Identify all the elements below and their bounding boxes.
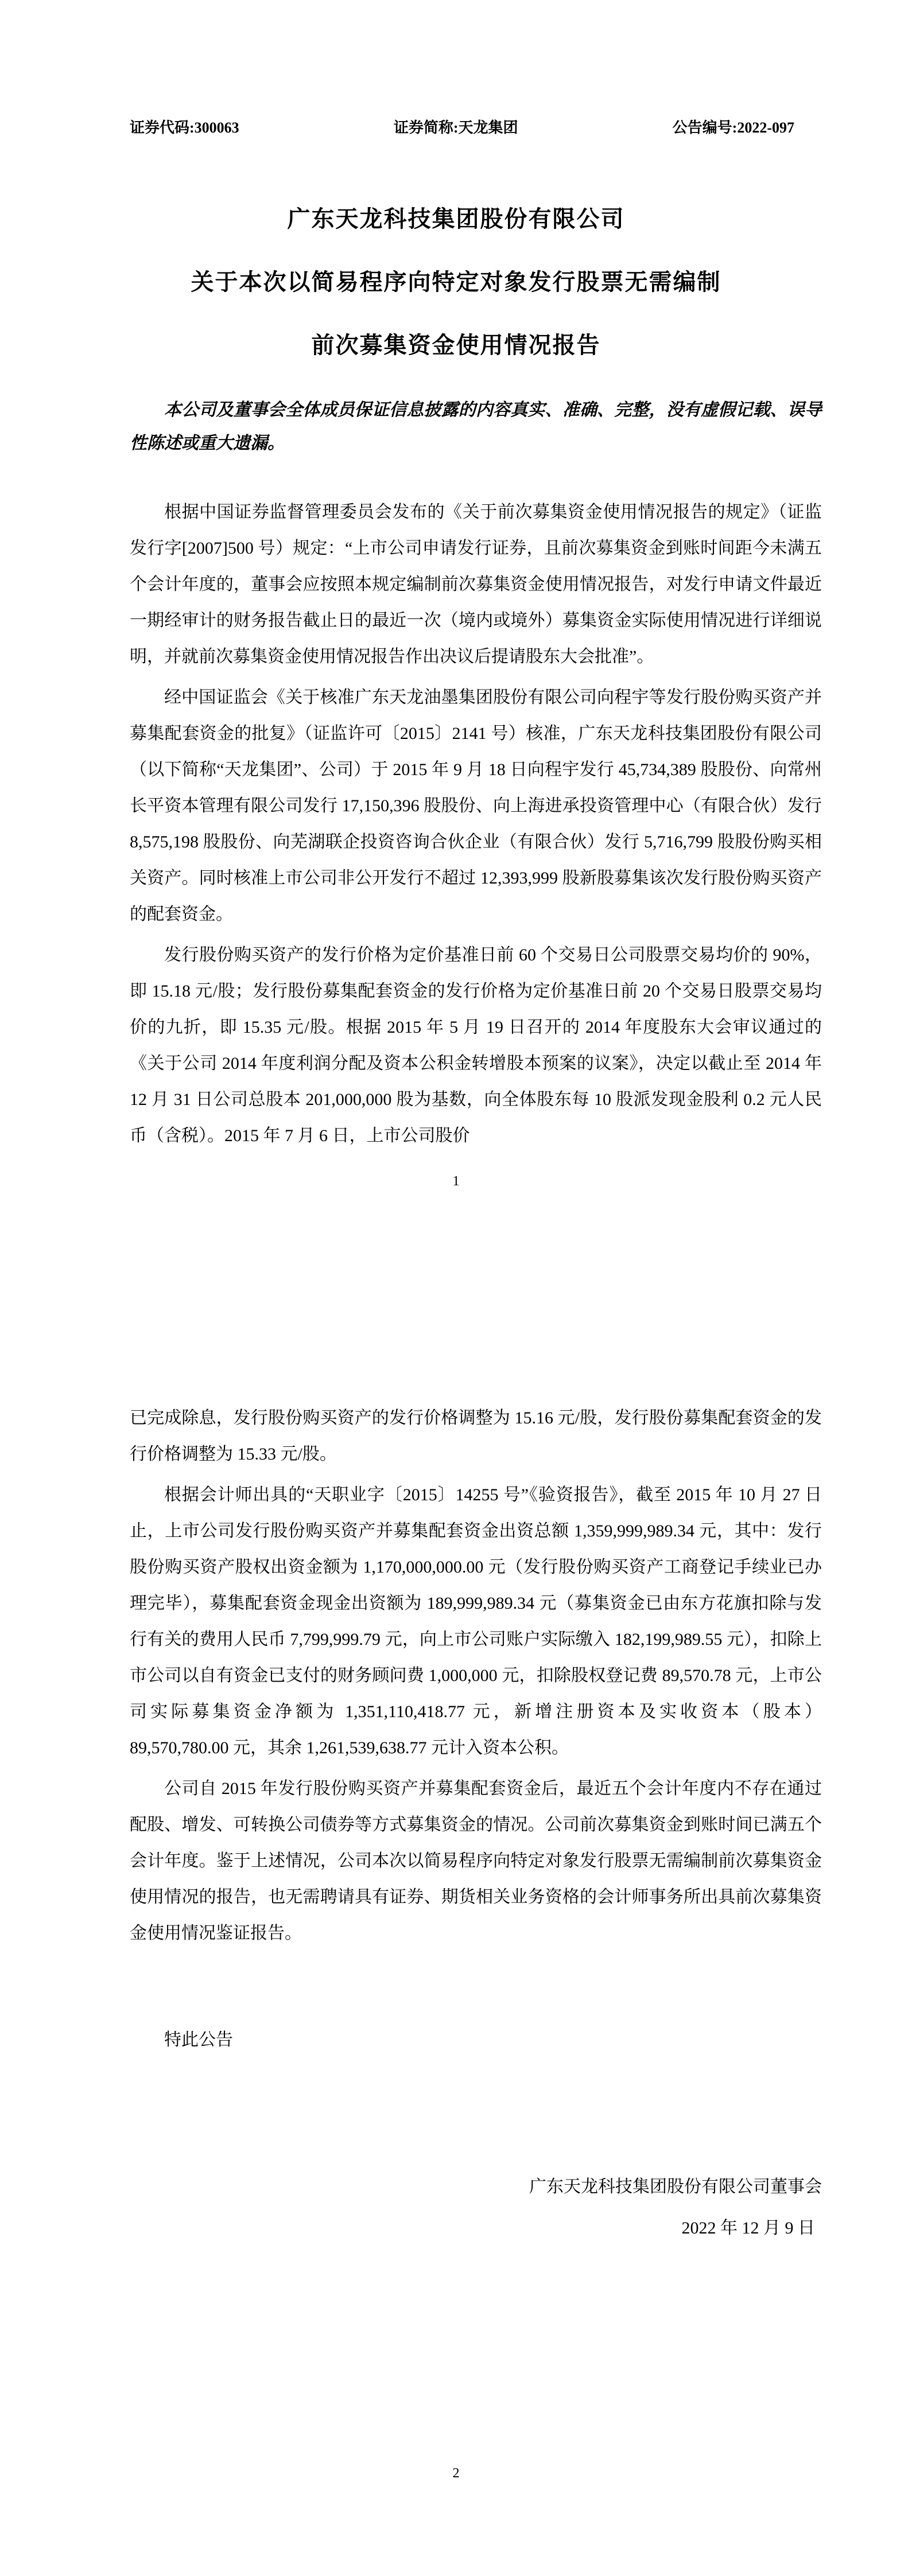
page-number-1: 1 [452,1174,460,1189]
document-title-line1: 关于本次以简易程序向特定对象发行股票无需编制 [191,270,721,295]
signature-board: 广东天龙科技集团股份有限公司董事会 [529,2177,822,2196]
stock-name: 证券简称:天龙集团 [393,119,518,136]
paragraph-continuation: 已完成除息，发行股份购买资产的发行价格调整为 15.16 元/股，发行股份募集配套资金的发行价格调整为 15.33 元/股。 [130,1408,822,1464]
page-number-2: 2 [452,2466,460,2481]
company-title: 广东天龙科技集团股份有限公司 [287,207,625,232]
paragraph: 公司自 2015 年发行股份购买资产并募集配套资金后，最近五个会计年度内不存在通过配股、增发、可转换公司债券等方式募集资金的情况。公司前次募集资金到账时间已满五个会计年度。鉴于上述情况，公司本次以简易程序向特定对象发行股票无需编制前次募集资金使用情况的报告，也无需聘请具有证券、期货相关业务资格的会计师事务所出具前次募集资金使用情况鉴证报告。 [130,1779,822,1943]
document-title-line2: 前次募集资金使用情况报告 [311,333,601,358]
page1-body [130,494,822,1154]
closing-statement: 特此公告 [164,2030,233,2049]
stock-code: 证券代码:300063 [130,119,239,136]
document-header [130,116,794,137]
board-truthfulness-notice: 本公司及董事会全体成员保证信息披露的内容真实、准确、完整，没有虚假记载、误导性陈述或重大遗漏。 [130,400,822,453]
signature-date: 2022 年 12 月 9 日 [681,2219,815,2238]
paragraph: 根据中国证券监督管理委员会发布的《关于前次募集资金使用情况报告的规定》（证监发行字[2007]500 号）规定：“上市公司申请发行证券，且前次募集资金到账时间距今未满五个会计年度的，董事会应按照本规定编制前次募集资金使用情况报告，对发行申请文件最近一期经审计的财务报告截止日的最近一次（境内或境外）募集资金实际使用情况进行详细说明，并就前次募集资金使用情况报告作出决议后提请股东大会批准”。 [130,503,822,666]
paragraph: 发行股份购买资产的发行价格为定价基准日前 60 个交易日公司股票交易均价的 90%，即 15.18 元/股；发行股份募集配套资金的发行价格为定价基准日前 20 个交易日股票交易均价的九折，即 15.35 元/股。根据 2015 年 5 月 19 日召开的 2014 年度股东大会审议通过的《关于公司 2014 年度利润分配及资本公积金转增股本预案的议案》，决定以截止至 2014 年 12 月 31 日公司总股本 201,000,000 股为基数，向全体股东每 10 股派发现金股利 0.2 元人民币（含税）。2015 年 7 月 6 日，上市公司股价 [130,945,822,1145]
announcement-number: 公告编号:2022-097 [672,119,794,136]
page2-body [130,1400,822,1951]
paragraph: 经中国证监会《关于核准广东天龙油墨集团股份有限公司向程宇等发行股份购买资产并募集配套资金的批复》（证监许可〔2015〕2141 号）核准，广东天龙科技集团股份有限公司（以下简称“天龙集团”、公司）于 2015 年 9 月 18 日向程宇发行 45,734,389 股股份、向常州长平资本管理有限公司发行 17,150,396 股股份、向上海进承投资管理中心（有限合伙）发行 8,575,198 股股份、向芜湖联企投资咨询合伙企业（有限合伙）发行 5,716,799 股股份购买相关资产。同时核准上市公司非公开发行不超过 12,393,999 股新股募集该次发行股份购买资产的配套资金。 [130,688,822,924]
paragraph: 根据会计师出具的“天职业字〔2015〕14255 号”《验资报告》，截至 2015 年 10 月 27 日止，上市公司发行股份购买资产并募集配套资金出资总额 1,359,999,989.34 元，其中：发行股份购买资产股权出资金额为 1,170,000,000.00 元（发行股份购买资产工商登记手续业已办理完毕），募集配套资金现金出资额为 189,999,989.34 元（募集资金已由东方花旗扣除与发行有关的费用人民币 7,799,999.79 元，向上市公司账户实际缴入 182,199,989.55 元），扣除上市公司以自有资金已支付的财务顾问费 1,000,000 元，扣除股权登记费 89,570.78 元，上市公司实际募集资金净额为 1,351,110,418.77 元，新增注册资本及实收资本（股本）89,570,780.00 元，其余 1,261,539,638.77 元计入资本公积。 [130,1485,822,1757]
